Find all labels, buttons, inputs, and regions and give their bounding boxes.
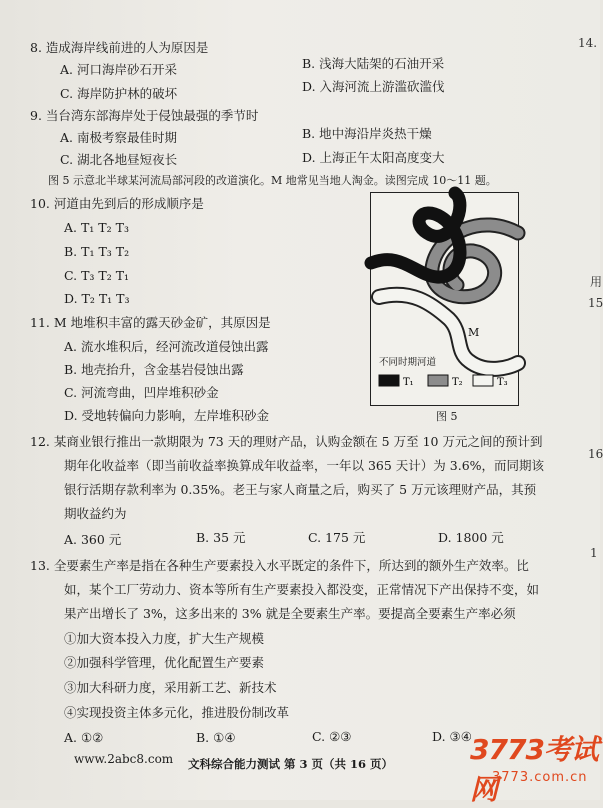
footer-page-number: 文科综合能力测试 第 3 页（共 16 页）: [188, 757, 394, 771]
q8-option-d: D. 入海河流上游滥砍滥伐: [302, 79, 445, 94]
q13-option-b: B. ①④: [196, 730, 236, 745]
q13-statement-2: ②加强科学管理，优化配置生产要素: [64, 655, 265, 670]
q9-option-b: B. 地中海沿岸炎热干燥: [302, 126, 432, 141]
q11-option-c: C. 河流弯曲，凹岸堆积砂金: [64, 385, 219, 400]
q10-option-c: C. T₃ T₂ T₁: [64, 268, 130, 283]
q12-option-b: B. 35 元: [196, 530, 246, 545]
question-12-line-3: 银行活期存款利率为 0.35%。老王与家人商量之后，购买了 5 万元该理财产品，其预: [64, 482, 537, 497]
legend-label-t1: T₁: [403, 377, 414, 388]
legend-swatch-t1: [379, 375, 399, 386]
question-10-stem: 10. 河道由先到后的形成顺序是: [30, 196, 204, 211]
q13-statement-4: ④实现投资主体多元化，推进股份制改革: [64, 705, 290, 720]
edge-fragment: 15: [588, 296, 603, 310]
q11-option-a: A. 流水堆积后，经河流改道侵蚀出露: [64, 339, 269, 354]
question-9-stem: 9. 当台湾东部海岸处于侵蚀最强的季节时: [30, 108, 259, 123]
legend-swatch-t2: [428, 375, 448, 386]
q9-option-c: C. 湖北各地昼短夜长: [60, 152, 178, 167]
edge-fragment: 16: [588, 447, 603, 461]
q11-option-d: D. 受地转偏向力影响，左岸堆积砂金: [64, 408, 270, 423]
figure-5-caption: 图 5: [436, 410, 458, 423]
q13-option-a: A. ①②: [64, 730, 104, 745]
question-8-stem: 8. 造成海岸线前进的人为原因是: [30, 40, 209, 55]
legend-title: 不同时期河道: [379, 357, 437, 368]
legend-label-t3: T₃: [497, 377, 508, 388]
q12-option-d: D. 1800 元: [438, 530, 504, 545]
question-12-line-4: 期收益约为: [64, 506, 127, 521]
q13-option-c: C. ②③: [312, 729, 352, 744]
q11-option-b: B. 地壳抬升，含金基岩侵蚀出露: [64, 362, 244, 377]
edge-fragment: 1: [590, 546, 598, 560]
question-13-line-3: 果产出增长了 3%，这多出来的 3% 就是全要素生产率。要提高全要素生产率必须: [64, 606, 516, 621]
q13-statement-3: ③加大科研力度，采用新工艺、新技术: [64, 680, 277, 695]
q10-option-a: A. T₁ T₂ T₃: [64, 220, 129, 235]
q12-option-a: A. 360 元: [64, 532, 122, 547]
edge-fragment: 用: [590, 275, 603, 289]
location-m-label: M: [468, 326, 480, 339]
question-13-line-2: 如，某个工厂劳动力、资本等所有生产要素投入都没变，正常情况下产出保持不变，如: [64, 582, 540, 597]
q8-option-a: A. 河口海岸砂石开采: [60, 62, 177, 77]
q8-option-b: B. 浅海大陆架的石油开采: [302, 56, 445, 71]
q10-option-b: B. T₁ T₃ T₂: [64, 244, 130, 259]
watermark-url: 3773.com.cn: [492, 770, 588, 785]
river-channels-drawing: [371, 193, 518, 405]
q9-option-a: A. 南极考察最佳时期: [60, 130, 177, 145]
q8-option-c: C. 海岸防护林的破坏: [60, 86, 178, 101]
question-12-line-2: 期年化收益率（即当前收益率换算成年收益率，一年以 365 天计）为 3.6%，而同期该: [64, 458, 545, 473]
question-13-line-1: 13. 全要素生产率是指在各种生产要素投入水平既定的条件下，所达到的额外生产效率。比: [30, 558, 529, 573]
q13-statement-1: ①加大资本投入力度，扩大生产规模: [64, 631, 265, 646]
watermark-logo: 3773考试网: [470, 733, 598, 806]
footer-website: www.2abc8.com: [74, 752, 174, 766]
question-12-line-1: 12. 某商业银行推出一款期限为 73 天的理财产品，认购金额在 5 万至 10 万元之间的预计到: [30, 434, 543, 449]
q13-option-d: D. ③④: [432, 729, 472, 744]
q9-option-d: D. 上海正午太阳高度变大: [302, 150, 445, 165]
q12-option-c: C. 175 元: [308, 530, 366, 545]
q10-option-d: D. T₂ T₁ T₃: [64, 291, 130, 306]
legend-label-t2: T₂: [452, 377, 463, 388]
edge-fragment: 14.: [578, 36, 598, 50]
legend-swatch-t3: [473, 375, 493, 386]
figure-5-river-map: [370, 192, 519, 406]
figure-5-intro: 图 5 示意北半球某河流局部河段的改道演化。M 地常见当地人淘金。读图完成 10～11 题。: [48, 174, 497, 187]
question-11-stem: 11. M 地堆积丰富的露天砂金矿，其原因是: [30, 315, 271, 330]
